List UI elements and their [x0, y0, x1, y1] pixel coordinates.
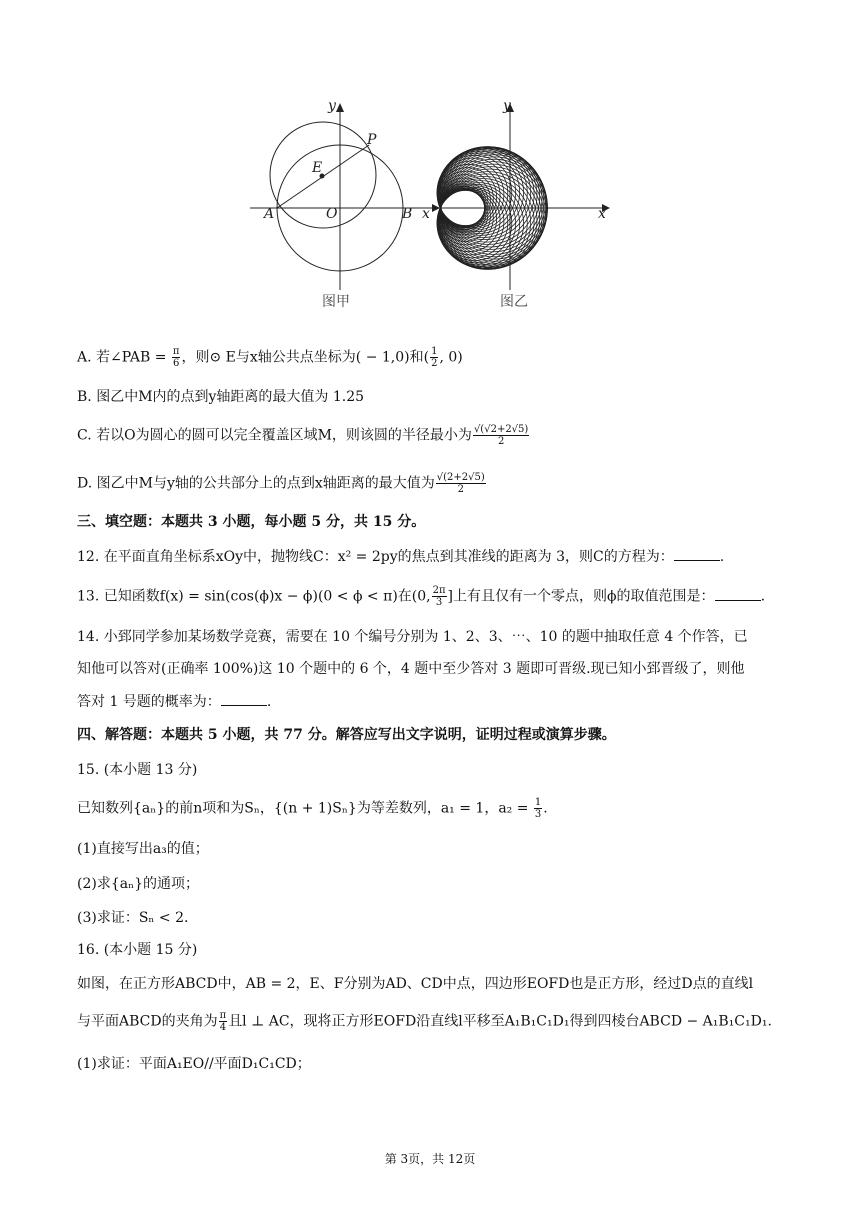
- label-B: B: [402, 206, 413, 222]
- answer-blank-14[interactable]: [221, 691, 267, 706]
- question-15-stem: 已知数列{aₙ}的前n项和为Sₙ，{(n + 1)Sₙ}为等差数列，a₁ = 1，a₂ = $\frac{1}{3}$ .: [77, 797, 548, 820]
- question-12: 12. 在平面直角坐标系xOy中，抛物线C：x² = 2py的焦点到其准线的距离为 3，则C的方程为： .: [77, 546, 724, 567]
- label-x-left: x: [422, 206, 430, 222]
- question-16-line1: 如图，在正方形ABCD中，AB = 2，E、F分别为AD、CD中点，四边形EOFD也是正方形，经过D点的直线l: [77, 976, 754, 992]
- section-3-heading: 三、填空题：本题共 3 小题，每小题 5 分，共 15 分。: [77, 514, 426, 530]
- page-footer: 第 3页，共 12页: [384, 1152, 476, 1166]
- option-d: D. 图乙中M与y轴的公共部分上的点到x轴距离的最大值为 $\frac{√(2+2√5)}{2}$: [77, 472, 485, 495]
- option-b: B. 图乙中M内的点到y轴距离的最大值为 1.25: [77, 389, 365, 405]
- figure-right: [437, 103, 610, 290]
- label-A: A: [264, 206, 275, 222]
- question-15-header: 15. (本小题 13 分): [77, 762, 198, 778]
- question-15-part1: (1)直接写出a₃的值；: [77, 841, 209, 857]
- label-O: O: [326, 206, 338, 222]
- figure-left: [250, 103, 440, 290]
- caption-left: 图甲: [322, 294, 350, 310]
- question-14-line3: 答对 1 号题的概率为： .: [77, 691, 271, 712]
- label-y-right: y: [503, 98, 511, 114]
- answer-blank-13[interactable]: [715, 586, 761, 601]
- label-E: E: [312, 160, 323, 176]
- question-16-part1: (1)求证：平面A₁EO//平面D₁C₁CD；: [77, 1056, 311, 1072]
- figures: [0, 0, 860, 320]
- question-16-header: 16. (本小题 15 分): [77, 942, 198, 958]
- label-x-right: x: [598, 206, 606, 222]
- caption-right: 图乙: [500, 294, 528, 310]
- label-P: P: [367, 132, 377, 148]
- answer-blank-12[interactable]: [674, 546, 720, 561]
- label-y-left: y: [328, 98, 336, 114]
- question-15-part3: (3)求证：Sₙ < 2.: [77, 910, 189, 926]
- question-16-line2: 与平面ABCD的夹角为 $\frac{\pi}{4}$ 且l ⊥ AC，现将正方形EOFD沿直线l平移至A₁B₁C₁D₁得到四棱台ABCD − A₁B₁C₁D₁.: [77, 1010, 772, 1033]
- question-13: 13. 已知函数f(x) = sin(cos(ϕ)x − ϕ)(0 < ϕ < π)在(0, $\frac{2\pi}{3}$ ]上有且仅有一个零点，则ϕ的取值范围是： .: [77, 585, 766, 608]
- option-c: C. 若以O为圆心的圆可以完全覆盖区域M，则该圆的半径最小为 $\frac{√(√2+2√5)}{2}$: [77, 424, 529, 447]
- question-15-part2: (2)求{aₙ}的通项；: [77, 876, 200, 892]
- question-14-line1: 14. 小郅同学参加某场数学竞赛，需要在 10 个编号分别为 1、2、3、⋯、10 的题中抽取任意 4 个作答，已: [77, 629, 748, 645]
- section-4-heading: 四、解答题：本题共 5 小题，共 77 分。解答应写出文字说明，证明过程或演算步骤。: [77, 727, 616, 743]
- option-a: A. 若∠PAB = $\frac{\pi}{6}$ ，则⊙ E与x轴公共点坐标为( − 1,0)和( $\frac{1}{2}$ , 0): [77, 346, 463, 369]
- question-14-line2: 知他可以答对(正确率 100%)这 10 个题中的 6 个，4 题中至少答对 3 题即可晋级.现已知小郅晋级了，则他: [77, 661, 745, 677]
